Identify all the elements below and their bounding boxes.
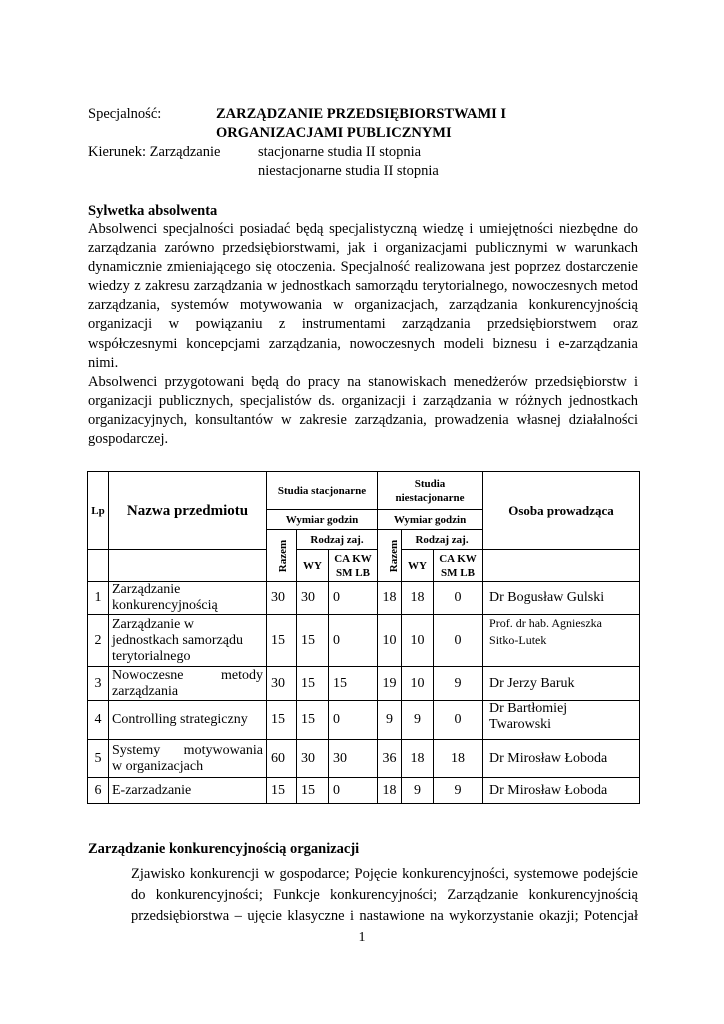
study-mode-full-time: stacjonarne studia II stopnia: [258, 144, 422, 160]
row-part-wy: 18: [402, 740, 434, 778]
section-text: [131, 864, 638, 927]
row-part-ca: 9: [434, 667, 483, 701]
header-ca-full: CA KW SM LB: [329, 550, 378, 582]
row-full-total: 15: [267, 701, 297, 740]
row-part-total: 36: [378, 740, 402, 778]
table-row: [88, 740, 640, 778]
profile-heading: Sylwetka absolwenta: [88, 203, 218, 219]
header-lp: Lp: [88, 472, 109, 550]
row-part-total: 9: [378, 701, 402, 740]
study-mode-part-time: niestacjonarne studia II stopnia: [258, 163, 439, 179]
header-full-time: Studia stacjonarne: [267, 472, 378, 510]
table-row: [88, 701, 640, 740]
specialty-title-line1: ZARZĄDZANIE PRZEDSIĘBIORSTWAMI I: [216, 106, 507, 122]
row-part-wy: 9: [402, 778, 434, 804]
row-lp: 2: [88, 615, 109, 667]
row-full-total: 30: [267, 667, 297, 701]
header-total-full: Razem: [267, 530, 297, 582]
section-line: do konkurencyjności; Funkcje konkurencyjności; Zarządzanie konkurencyjnością: [131, 887, 638, 903]
profile-line: dynamicznie zmieniającego się otoczenia. Specjalność realizowana jest poprzez dostarczenie: [88, 259, 638, 276]
row-full-total: 30: [267, 582, 297, 615]
profile-paragraph-1: [88, 220, 638, 449]
row-part-wy: 10: [402, 615, 434, 667]
header-lp-cont: [88, 550, 109, 582]
profile-line: Absolwenci specjalności posiadać będą specjalistyczną wiedzę i umiejętności niezbędne do: [88, 221, 638, 237]
table-row: [88, 778, 640, 804]
header-name-cont: [109, 550, 267, 582]
row-teacher: Prof. dr hab. Agnieszka Sitko-Lutek: [483, 615, 640, 667]
table-row: [88, 667, 640, 701]
row-full-wy: 30: [297, 740, 329, 778]
row-full-wy: 30: [297, 582, 329, 615]
row-part-ca: 0: [434, 701, 483, 740]
row-full-wy: 15: [297, 667, 329, 701]
header-class-type-part: Rodzaj zaj.: [402, 530, 483, 550]
profile-line: zarządzania, systemów motywowania w organizacjach, zarządzania konkurencyjnością: [88, 297, 638, 314]
row-full-ca: 30: [329, 740, 378, 778]
profile-line: gospodarczej.: [88, 431, 169, 448]
row-part-ca: 18: [434, 740, 483, 778]
row-part-total: 18: [378, 778, 402, 804]
row-full-ca: 0: [329, 701, 378, 740]
row-part-ca: 0: [434, 615, 483, 667]
profile-line: współczesnymi koncepcjami zarządzania, nowoczesnych modeli biznesu i e-zarządzania: [88, 335, 638, 352]
header-teacher: Osoba prowadząca: [483, 472, 640, 550]
row-part-wy: 10: [402, 667, 434, 701]
row-full-ca: 0: [329, 778, 378, 804]
row-teacher: Dr Bogusław Gulski: [483, 582, 640, 615]
table-row: [88, 615, 640, 667]
specialty-title-line2: ORGANIZACJAMI PUBLICZNYMI: [216, 125, 452, 141]
row-course-name: Nowoczesne metody zarządzania: [109, 667, 267, 701]
row-course-name: Zarządzanie konkurencyjnością: [109, 582, 267, 615]
row-full-wy: 15: [297, 615, 329, 667]
row-course-name: Zarządzanie w jednostkach samorządu terytorialnego: [109, 615, 267, 667]
field-label: Kierunek: Zarządzanie: [88, 144, 221, 160]
row-lp: 3: [88, 667, 109, 701]
header-part-time: Studia niestacjonarne: [378, 472, 483, 510]
row-part-total: 19: [378, 667, 402, 701]
row-teacher: Dr Jerzy Baruk: [483, 667, 640, 701]
row-full-ca: 0: [329, 582, 378, 615]
profile-line: organizacji publicznych, specjalistów ds. organizacji i zarządzania w różnych jednostkach: [88, 392, 638, 409]
page-number: 1: [358, 930, 366, 945]
profile-line: zarządzania zarówno przedsiębiorstwami, jak i organizacjami publicznymi w warunkach: [88, 240, 638, 257]
header-course-name: Nazwa przedmiotu: [109, 472, 267, 550]
profile-line: organizacji w powiązaniu z instrumentami zarządzania przedsiębiorstwem oraz: [88, 316, 638, 333]
row-part-total: 10: [378, 615, 402, 667]
row-lp: 1: [88, 582, 109, 615]
header-ca-part: CA KW SM LB: [434, 550, 483, 582]
header-class-type-full: Rodzaj zaj.: [297, 530, 378, 550]
header-total-part: Razem: [378, 530, 402, 582]
header-teacher-cont: [483, 550, 640, 582]
row-lp: 6: [88, 778, 109, 804]
header-hours-part: Wymiar godzin: [378, 510, 483, 530]
table-row: [88, 582, 640, 615]
section-line: przedsiębiorstwa – ujęcie klasyczne i nastawione na wykorzystanie okazji; Potencjał: [131, 908, 638, 924]
row-course-name: E-zarzadzanie: [109, 778, 267, 804]
row-part-wy: 18: [402, 582, 434, 615]
profile-line: Absolwenci przygotowani będą do pracy na stanowiskach menedżerów przedsiębiorstw i: [88, 373, 638, 390]
section-line: Zjawisko konkurencji w gospodarce; Pojęcie konkurencyjności, systemowe podejście: [131, 866, 638, 882]
section-heading: Zarządzanie konkurencyjnością organizacji: [88, 841, 360, 857]
row-full-ca: 15: [329, 667, 378, 701]
row-teacher: Dr Mirosław Łoboda: [483, 740, 640, 778]
row-part-wy: 9: [402, 701, 434, 740]
row-full-total: 15: [267, 615, 297, 667]
row-teacher: Dr Mirosław Łoboda: [483, 778, 640, 804]
row-part-total: 18: [378, 582, 402, 615]
profile-line: organizacyjnych, konsultantów w zakresie zarządzania, prowadzenia własnej działalności: [88, 411, 638, 428]
row-course-name: Controlling strategiczny: [109, 701, 267, 740]
row-full-wy: 15: [297, 701, 329, 740]
course-table: [87, 471, 640, 804]
header-hours-full: Wymiar godzin: [267, 510, 378, 530]
header-wy-full: WY: [297, 550, 329, 582]
row-full-total: 60: [267, 740, 297, 778]
row-course-name: Systemy motywowania w organizacjach: [109, 740, 267, 778]
row-lp: 5: [88, 740, 109, 778]
row-part-ca: 9: [434, 778, 483, 804]
row-full-total: 15: [267, 778, 297, 804]
row-lp: 4: [88, 701, 109, 740]
header-wy-part: WY: [402, 550, 434, 582]
row-full-wy: 15: [297, 778, 329, 804]
profile-line: wiedzy z zakresu zarządzania w jednostkach samorządu terytorialnego, nowoczesnych metod: [88, 278, 638, 295]
row-full-ca: 0: [329, 615, 378, 667]
profile-line: nimi.: [88, 354, 119, 371]
row-part-ca: 0: [434, 582, 483, 615]
specialty-label: Specjalność:: [88, 106, 162, 122]
row-teacher: Dr Bartłomiej Twarowski: [483, 701, 640, 740]
